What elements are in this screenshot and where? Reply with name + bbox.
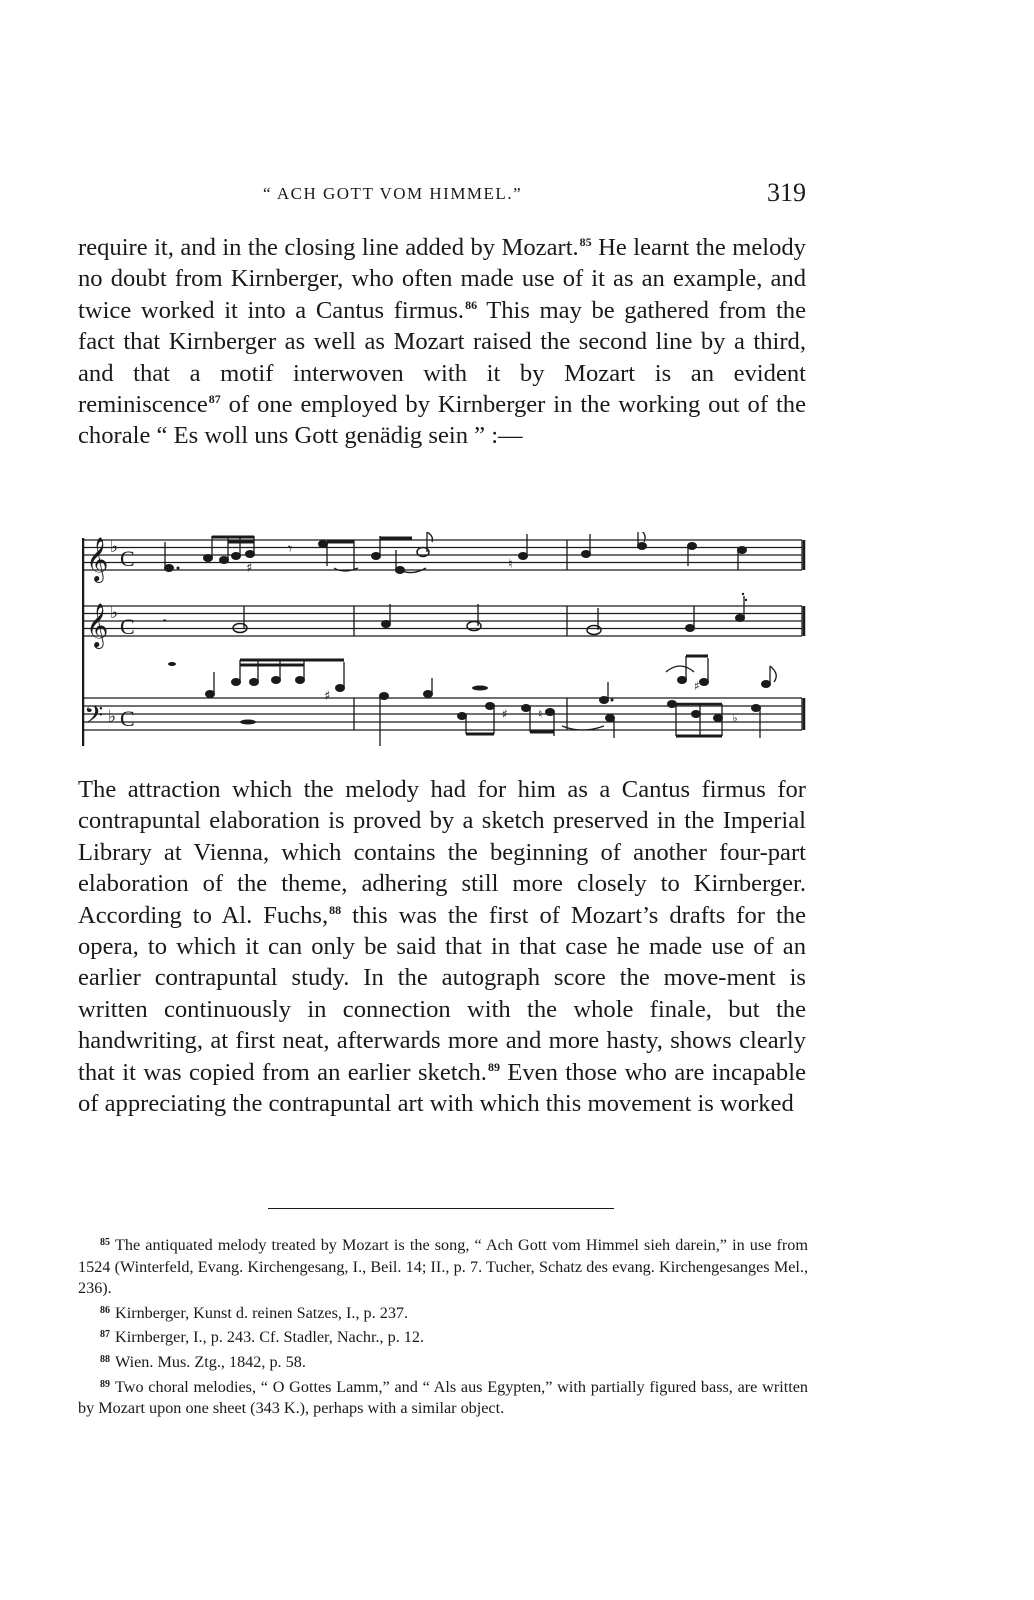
paragraph-1 bbox=[78, 232, 806, 452]
footnote-text: The antiquated melody treated by Mozart is the song, “ Ach Gott vom Himmel sieh darein,” in use from 1524 (Winterfeld, Evang. Kirchengesang, I., Beil. 14; II., p. 7. Tucher, Schatz des evang. Kirchengesanges Mel., 236). bbox=[78, 1236, 808, 1298]
footnote-number: 89 bbox=[100, 1378, 110, 1390]
footnote-ref[interactable]: 85 bbox=[579, 235, 592, 249]
paragraph-text: He learnt the melody no doubt from Kirnberger, who often made use of it as an example, and twice worked it into a Cantus firmus. bbox=[78, 234, 806, 324]
time-signature: C bbox=[120, 546, 135, 571]
footnote-item bbox=[78, 1374, 808, 1420]
footnote-text: Wien. Mus. Ztg., 1842, p. 58. bbox=[115, 1352, 306, 1371]
paragraph-text: Even those who are incapable of appreciating the contrapuntal art with which this movement is worked bbox=[78, 1058, 806, 1118]
footnote-item bbox=[78, 1349, 808, 1374]
svg-text:𝄞: 𝄞 bbox=[86, 537, 109, 581]
footnote-number: 87 bbox=[100, 1329, 110, 1341]
paragraph-text: this was the first of Mozart’s drafts for the opera, to which it can only be said that in that case he made use of an earlier contrapuntal study. In the autograph score the move-ment is written continuously in connection with the whole finale, but the handwriting, at first neat, afterwards more and more hasty, shows clearly that it was copied from an earlier sketch. bbox=[78, 901, 806, 1086]
paragraph-2 bbox=[78, 774, 806, 1119]
time-signature: C bbox=[120, 706, 135, 731]
footnote-number: 85 bbox=[100, 1237, 110, 1248]
footnote-text: Kirnberger, I., p. 243. Cf. Stadler, Nachr., p. 12. bbox=[115, 1328, 425, 1347]
footnote-item bbox=[78, 1232, 808, 1300]
svg-text:♭: ♭ bbox=[110, 537, 119, 557]
svg-text:♭: ♭ bbox=[732, 711, 738, 725]
footnote-ref[interactable]: 88 bbox=[329, 902, 342, 917]
footnote-number: 88 bbox=[100, 1353, 110, 1365]
paragraph-text: This may be gathered from the fact that Kirnberger as well as Mozart raised the second line by a third, and that a motif interwoven with it by Mozart is an evident reminiscence bbox=[78, 296, 806, 419]
svg-text:♮: ♮ bbox=[538, 707, 543, 721]
svg-text:♮: ♮ bbox=[508, 557, 513, 572]
svg-text:𝄞: 𝄞 bbox=[86, 603, 109, 647]
svg-text:♭: ♭ bbox=[110, 603, 119, 623]
svg-text:♯: ♯ bbox=[246, 561, 253, 576]
paragraph-text: require it, and in the closing line added by Mozart. bbox=[78, 234, 579, 261]
svg-text:♯: ♯ bbox=[694, 679, 700, 693]
page-number: 319 bbox=[767, 178, 806, 207]
footnote-item bbox=[78, 1324, 808, 1349]
running-header bbox=[78, 178, 806, 218]
svg-text:𝄢: 𝄢 bbox=[84, 701, 104, 736]
paragraph-text: The attraction which the melody had for him as a Cantus firmus for contrapuntal elaboration is proved by a sketch preserved in the Imperial Library at Vienna, which contains the beginning of another four-part elaboration of the theme, adhering still more closely to Kirnberger. According to Al. Fuchs, bbox=[78, 776, 806, 929]
footnote-number: 86 bbox=[100, 1304, 110, 1316]
running-title: “ ACH GOTT VOM HIMMEL.” bbox=[263, 184, 523, 203]
footnote-text: Kirnberger, Kunst d. reinen Satzes, I., p. 237. bbox=[115, 1303, 409, 1322]
footnotes bbox=[78, 1232, 808, 1420]
svg-text:♯: ♯ bbox=[502, 707, 508, 721]
svg-text:𝄾: 𝄾 bbox=[288, 539, 293, 558]
footnote-ref[interactable]: 87 bbox=[208, 392, 221, 407]
footnote-ref[interactable]: 89 bbox=[487, 1059, 500, 1074]
time-signature: C bbox=[120, 614, 135, 639]
music-score bbox=[82, 532, 806, 762]
svg-text:𝄼: 𝄼 bbox=[162, 614, 168, 630]
footnote-item bbox=[78, 1300, 808, 1325]
footnote-divider bbox=[268, 1208, 614, 1209]
svg-text:♯: ♯ bbox=[324, 689, 331, 704]
footnote-ref[interactable]: 86 bbox=[465, 297, 478, 312]
svg-text:♭: ♭ bbox=[108, 707, 117, 727]
paragraph-text: of one employed by Kirnberger in the working out of the chorale “ Es woll uns Gott genädig sein ” :— bbox=[78, 391, 806, 450]
footnote-text: Two choral melodies, “ O Gottes Lamm,” and “ Als aus Egypten,” with partially figured bass, are written by Mozart upon one sheet (343 K.), perhaps with a similar object. bbox=[78, 1377, 808, 1418]
